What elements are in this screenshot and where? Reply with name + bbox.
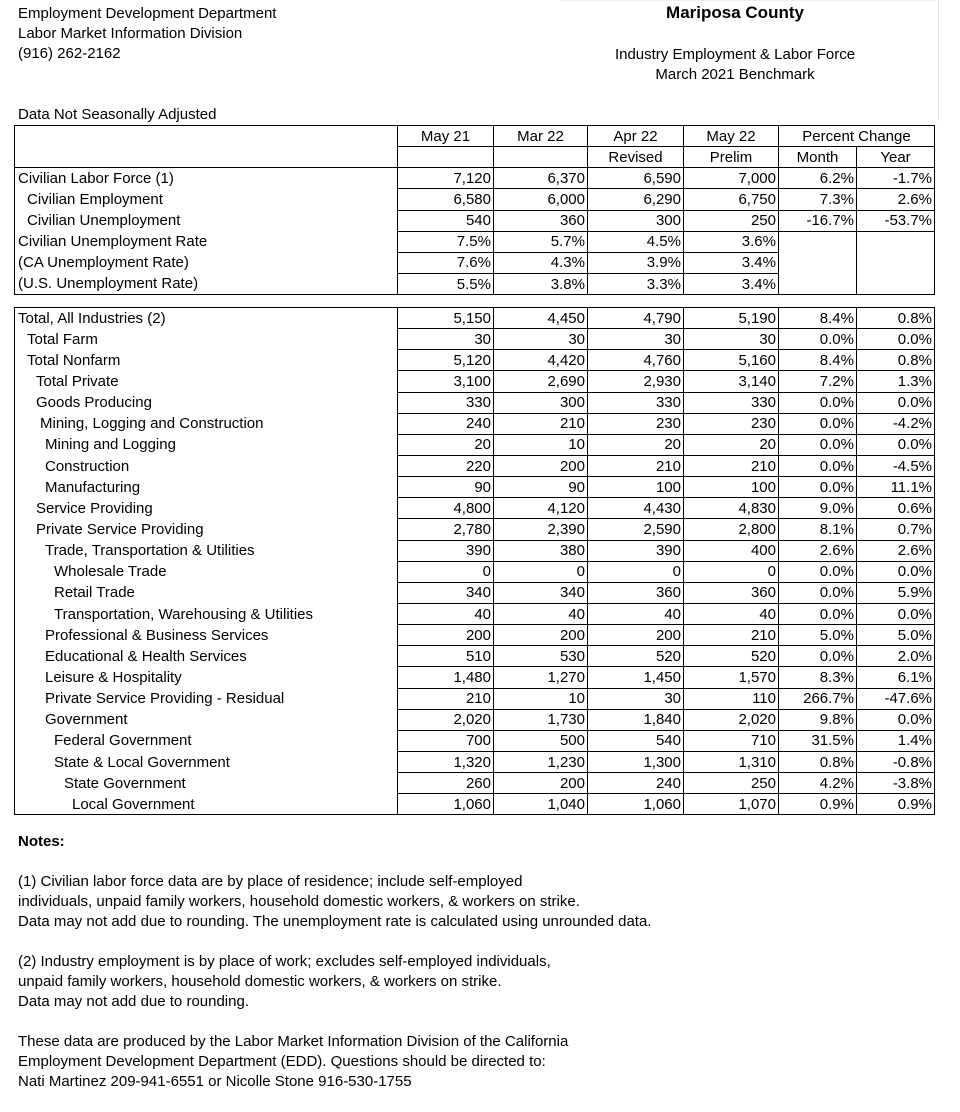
cell-month-pct: 0.0%	[779, 392, 857, 413]
cell-month-pct: 0.0%	[779, 561, 857, 582]
cell-mar22: 2,390	[494, 519, 588, 540]
cell-mar22: 1,730	[494, 709, 588, 730]
col-apr22: Apr 22	[588, 126, 684, 147]
row-label: Construction	[15, 455, 398, 476]
industry-row	[15, 413, 935, 434]
row-label: Retail Trade	[15, 582, 398, 603]
cell-may21: 90	[398, 477, 494, 498]
industry-row	[15, 667, 935, 688]
industry-row	[15, 498, 935, 519]
cell-may21: 20	[398, 434, 494, 455]
organization-block	[18, 4, 276, 64]
cell-may22: 230	[684, 413, 779, 434]
cell-month-pct: 8.4%	[779, 350, 857, 371]
note-3-line: These data are produced by the Labor Market Information Division of the California	[18, 1033, 569, 1050]
cell-may21: 7.5%	[398, 231, 494, 252]
cell-may21: 1,060	[398, 794, 494, 815]
col-month: Month	[779, 147, 857, 168]
cell-mar22: 10	[494, 688, 588, 709]
cell-mar22: 200	[494, 455, 588, 476]
cell-year-pct: 11.1%	[857, 477, 935, 498]
cell-mar22: 1,270	[494, 667, 588, 688]
cell-month-pct: -16.7%	[779, 210, 857, 231]
row-label: Mining, Logging and Construction	[15, 413, 398, 434]
cell-may21: 510	[398, 646, 494, 667]
notes-heading: Notes:	[18, 833, 65, 850]
col-may22-sub: Prelim	[684, 147, 779, 168]
industry-row	[15, 371, 935, 392]
industry-row	[15, 477, 935, 498]
cell-may21: 7,120	[398, 168, 494, 189]
cell-apr22: 3.9%	[588, 252, 684, 273]
cell-may21: 1,320	[398, 751, 494, 772]
labor-row	[15, 231, 935, 252]
row-label: State & Local Government	[15, 751, 398, 772]
industry-row	[15, 625, 935, 646]
cell-month-pct: 0.0%	[779, 603, 857, 624]
row-label: Civilian Unemployment	[15, 210, 398, 231]
col-year: Year	[857, 147, 935, 168]
cell-year-pct: -53.7%	[857, 210, 935, 231]
row-label: Mining and Logging	[15, 434, 398, 455]
row-label: Civilian Labor Force (1)	[15, 168, 398, 189]
cell-may22: 3.4%	[684, 273, 779, 294]
cell-year-pct: -3.8%	[857, 773, 935, 794]
row-label: Educational & Health Services	[15, 646, 398, 667]
cell-mar22: 380	[494, 540, 588, 561]
cell-mar22: 3.8%	[494, 273, 588, 294]
cell-may22: 400	[684, 540, 779, 561]
cell-may22: 0	[684, 561, 779, 582]
cell-year-pct: 5.0%	[857, 625, 935, 646]
cell-mar22: 500	[494, 730, 588, 751]
org-line: Labor Market Information Division	[18, 25, 243, 42]
note-1-line: individuals, unpaid family workers, household domestic workers, & workers on strike.	[18, 893, 580, 910]
cell-apr22: 2,590	[588, 519, 684, 540]
cell-may22: 1,070	[684, 794, 779, 815]
row-label: Government	[15, 709, 398, 730]
row-label: Civilian Unemployment Rate	[15, 231, 398, 252]
cell-may22: 210	[684, 455, 779, 476]
cell-apr22: 1,450	[588, 667, 684, 688]
cell-may21: 6,580	[398, 189, 494, 210]
cell-month-pct: 5.0%	[779, 625, 857, 646]
cell-month-pct: 7.3%	[779, 189, 857, 210]
cell-month-pct	[779, 231, 857, 252]
cell-may22: 40	[684, 603, 779, 624]
cell-mar22: 90	[494, 477, 588, 498]
cell-year-pct: 0.0%	[857, 603, 935, 624]
col-mar22: Mar 22	[494, 126, 588, 147]
cell-year-pct: -47.6%	[857, 688, 935, 709]
cell-mar22: 530	[494, 646, 588, 667]
cell-may21: 5,150	[398, 308, 494, 329]
cell-year-pct: -4.5%	[857, 455, 935, 476]
cell-apr22: 540	[588, 730, 684, 751]
cell-year-pct: 0.7%	[857, 519, 935, 540]
cell-may21: 2,020	[398, 709, 494, 730]
cell-year-pct: 5.9%	[857, 582, 935, 603]
cell-month-pct	[779, 273, 857, 294]
cell-may21: 5.5%	[398, 273, 494, 294]
cell-apr22: 4,430	[588, 498, 684, 519]
cell-may22: 5,190	[684, 308, 779, 329]
row-label: Professional & Business Services	[15, 625, 398, 646]
contact-line: Nati Martinez 209-941-6551 or Nicollе Stone 916-530-1755	[18, 1073, 412, 1090]
row-label: Civilian Employment	[15, 189, 398, 210]
row-label: Total Nonfarm	[15, 350, 398, 371]
cell-month-pct: 0.9%	[779, 794, 857, 815]
cell-apr22: 40	[588, 603, 684, 624]
cell-month-pct: 0.0%	[779, 477, 857, 498]
note-3	[18, 1032, 651, 1092]
cell-may22: 30	[684, 329, 779, 350]
cell-year-pct: 2.6%	[857, 189, 935, 210]
cell-may22: 2,800	[684, 519, 779, 540]
cell-may21: 0	[398, 561, 494, 582]
cell-apr22: 240	[588, 773, 684, 794]
cell-mar22: 340	[494, 582, 588, 603]
cell-mar22: 6,370	[494, 168, 588, 189]
cell-may21: 340	[398, 582, 494, 603]
cell-apr22: 30	[588, 688, 684, 709]
row-label: Local Government	[15, 794, 398, 815]
cell-month-pct: 0.0%	[779, 329, 857, 350]
col-may22: May 22	[684, 126, 779, 147]
cell-apr22: 4.5%	[588, 231, 684, 252]
labor-row	[15, 168, 935, 189]
cell-apr22: 100	[588, 477, 684, 498]
cell-year-pct: 6.1%	[857, 667, 935, 688]
cell-apr22: 3.3%	[588, 273, 684, 294]
header-row-2	[15, 147, 935, 168]
cell-may22: 3,140	[684, 371, 779, 392]
industry-row	[15, 582, 935, 603]
cell-may21: 390	[398, 540, 494, 561]
cell-apr22: 4,760	[588, 350, 684, 371]
note-2-line: (2) Industry employment is by place of work; excludes self-employed individuals,	[18, 953, 551, 970]
cell-mar22: 30	[494, 329, 588, 350]
cell-apr22: 6,290	[588, 189, 684, 210]
cell-may21: 220	[398, 455, 494, 476]
cell-apr22: 360	[588, 582, 684, 603]
cell-year-pct: 0.0%	[857, 434, 935, 455]
cell-may22: 520	[684, 646, 779, 667]
col-percent-change: Percent Change	[802, 127, 911, 145]
cell-may21: 240	[398, 413, 494, 434]
row-label: State Government	[15, 773, 398, 794]
cell-year-pct: -4.2%	[857, 413, 935, 434]
cell-year-pct: 0.0%	[857, 709, 935, 730]
industry-row	[15, 709, 935, 730]
cell-apr22: 520	[588, 646, 684, 667]
cell-month-pct: 0.0%	[779, 413, 857, 434]
cell-apr22: 330	[588, 392, 684, 413]
cell-may22: 5,160	[684, 350, 779, 371]
industry-row	[15, 730, 935, 751]
cell-apr22: 20	[588, 434, 684, 455]
row-label: Goods Producing	[15, 392, 398, 413]
header-row-1	[15, 126, 935, 147]
notes-section	[18, 832, 651, 1112]
industry-row	[15, 646, 935, 667]
cell-may21: 4,800	[398, 498, 494, 519]
cell-month-pct: 4.2%	[779, 773, 857, 794]
cell-year-pct	[857, 252, 935, 273]
cell-mar22: 10	[494, 434, 588, 455]
row-label: Transportation, Warehousing & Utilities	[15, 603, 398, 624]
cell-apr22: 210	[588, 455, 684, 476]
cell-mar22: 1,230	[494, 751, 588, 772]
cell-may22: 250	[684, 210, 779, 231]
cell-may22: 3.4%	[684, 252, 779, 273]
labor-force-table	[14, 125, 935, 295]
cell-mar22: 200	[494, 625, 588, 646]
cell-may22: 3.6%	[684, 231, 779, 252]
row-label: Total Farm	[15, 329, 398, 350]
labor-row	[15, 273, 935, 294]
note-2-line: Data may not add due to rounding.	[18, 993, 249, 1010]
cell-may21: 5,120	[398, 350, 494, 371]
cell-year-pct: 0.0%	[857, 329, 935, 350]
cell-may22: 4,830	[684, 498, 779, 519]
cell-may21: 210	[398, 688, 494, 709]
row-label: (CA Unemployment Rate)	[15, 252, 398, 273]
cell-year-pct: 0.0%	[857, 561, 935, 582]
cell-month-pct: 8.4%	[779, 308, 857, 329]
cell-apr22: 0	[588, 561, 684, 582]
cell-year-pct: 1.3%	[857, 371, 935, 392]
cell-may22: 710	[684, 730, 779, 751]
labor-row	[15, 210, 935, 231]
cell-apr22: 4,790	[588, 308, 684, 329]
row-label: Manufacturing	[15, 477, 398, 498]
cell-may21: 540	[398, 210, 494, 231]
note-1-line: Data may not add due to rounding. The unemployment rate is calculated using unrounded data.	[18, 913, 652, 930]
cell-year-pct: 1.4%	[857, 730, 935, 751]
cell-mar22: 210	[494, 413, 588, 434]
cell-may21: 200	[398, 625, 494, 646]
cell-apr22: 30	[588, 329, 684, 350]
cell-year-pct: 0.0%	[857, 392, 935, 413]
cell-mar22: 4,420	[494, 350, 588, 371]
cell-may22: 2,020	[684, 709, 779, 730]
cell-year-pct: 0.8%	[857, 350, 935, 371]
cell-mar22: 360	[494, 210, 588, 231]
cell-month-pct: 266.7%	[779, 688, 857, 709]
cell-month-pct: 0.0%	[779, 582, 857, 603]
cell-mar22: 40	[494, 603, 588, 624]
cell-month-pct: 0.0%	[779, 455, 857, 476]
cell-mar22: 2,690	[494, 371, 588, 392]
cell-year-pct: -0.8%	[857, 751, 935, 772]
cell-month-pct: 6.2%	[779, 168, 857, 189]
cell-month-pct: 9.0%	[779, 498, 857, 519]
industry-row	[15, 519, 935, 540]
cell-apr22: 6,590	[588, 168, 684, 189]
cell-mar22: 5.7%	[494, 231, 588, 252]
industry-row	[15, 540, 935, 561]
cell-year-pct: 0.9%	[857, 794, 935, 815]
note-1-line: (1) Civilian labor force data are by place of residence; include self-employed	[18, 873, 523, 890]
cell-may21: 30	[398, 329, 494, 350]
cell-may22: 20	[684, 434, 779, 455]
cell-may22: 6,750	[684, 189, 779, 210]
cell-mar22: 0	[494, 561, 588, 582]
cell-may21: 700	[398, 730, 494, 751]
row-label: Trade, Transportation & Utilities	[15, 540, 398, 561]
industry-row	[15, 455, 935, 476]
row-label: Private Service Providing	[15, 519, 398, 540]
cell-year-pct	[857, 231, 935, 252]
industry-row	[15, 392, 935, 413]
industry-row	[15, 561, 935, 582]
labor-row	[15, 189, 935, 210]
cell-mar22: 4,450	[494, 308, 588, 329]
report-subtitle	[560, 45, 910, 85]
cell-year-pct: 0.8%	[857, 308, 935, 329]
row-label: Service Providing	[15, 498, 398, 519]
industry-row	[15, 794, 935, 815]
cell-may21: 1,480	[398, 667, 494, 688]
cell-month-pct: 7.2%	[779, 371, 857, 392]
row-label: Wholesale Trade	[15, 561, 398, 582]
cell-may21: 330	[398, 392, 494, 413]
cell-month-pct: 0.0%	[779, 434, 857, 455]
county-title: Mariposa County	[666, 3, 804, 22]
cell-year-pct: -1.7%	[857, 168, 935, 189]
cell-mar22: 200	[494, 773, 588, 794]
industry-employment-table	[14, 307, 935, 815]
cell-may22: 100	[684, 477, 779, 498]
cell-apr22: 2,930	[588, 371, 684, 392]
cell-month-pct: 31.5%	[779, 730, 857, 751]
labor-row	[15, 252, 935, 273]
cell-may22: 250	[684, 773, 779, 794]
cell-apr22: 230	[588, 413, 684, 434]
cell-month-pct: 0.8%	[779, 751, 857, 772]
cell-may22: 7,000	[684, 168, 779, 189]
cell-may22: 330	[684, 392, 779, 413]
industry-row	[15, 350, 935, 371]
cell-apr22: 200	[588, 625, 684, 646]
cell-may22: 110	[684, 688, 779, 709]
cell-year-pct: 0.6%	[857, 498, 935, 519]
col-apr22-sub: Revised	[588, 147, 684, 168]
cell-month-pct: 9.8%	[779, 709, 857, 730]
industry-row	[15, 603, 935, 624]
industry-row	[15, 434, 935, 455]
cell-may21: 260	[398, 773, 494, 794]
industry-row	[15, 751, 935, 772]
cell-month-pct: 8.3%	[779, 667, 857, 688]
row-label: Leisure & Hospitality	[15, 667, 398, 688]
seasonal-adjustment-label: Data Not Seasonally Adjusted	[18, 106, 217, 123]
cell-month-pct: 0.0%	[779, 646, 857, 667]
col-may21: May 21	[398, 126, 494, 147]
cell-year-pct: 2.6%	[857, 540, 935, 561]
industry-row	[15, 329, 935, 350]
cell-month-pct: 8.1%	[779, 519, 857, 540]
row-label: Total, All Industries (2)	[15, 308, 398, 329]
cell-month-pct: 2.6%	[779, 540, 857, 561]
row-label: (U.S. Unemployment Rate)	[15, 273, 398, 294]
cell-apr22: 1,060	[588, 794, 684, 815]
cell-may22: 1,570	[684, 667, 779, 688]
subtitle-line-2: March 2021 Benchmark	[655, 66, 815, 83]
org-line: Employment Development Department	[18, 5, 277, 22]
cell-may22: 360	[684, 582, 779, 603]
cell-may22: 1,310	[684, 751, 779, 772]
cell-mar22: 300	[494, 392, 588, 413]
cell-may21: 40	[398, 603, 494, 624]
cell-may22: 210	[684, 625, 779, 646]
cell-mar22: 4.3%	[494, 252, 588, 273]
industry-row	[15, 773, 935, 794]
row-label: Total Private	[15, 371, 398, 392]
row-label: Private Service Providing - Residual	[15, 688, 398, 709]
note-2-line: unpaid family workers, household domestic workers, & workers on strike.	[18, 973, 502, 990]
note-2	[18, 952, 651, 1012]
note-3-line: Employment Development Department (EDD). Questions should be directed to:	[18, 1053, 546, 1070]
org-phone: (916) 262-2162	[18, 45, 121, 62]
cell-may21: 7.6%	[398, 252, 494, 273]
cell-mar22: 6,000	[494, 189, 588, 210]
industry-row	[15, 688, 935, 709]
cell-year-pct	[857, 273, 935, 294]
cell-may21: 3,100	[398, 371, 494, 392]
cell-apr22: 300	[588, 210, 684, 231]
row-label: Federal Government	[15, 730, 398, 751]
cell-apr22: 390	[588, 540, 684, 561]
cell-may21: 2,780	[398, 519, 494, 540]
cell-apr22: 1,300	[588, 751, 684, 772]
cell-apr22: 1,840	[588, 709, 684, 730]
cell-mar22: 1,040	[494, 794, 588, 815]
note-1	[18, 872, 651, 932]
subtitle-line-1: Industry Employment & Labor Force	[614, 46, 856, 63]
cell-year-pct: 2.0%	[857, 646, 935, 667]
cell-month-pct	[779, 252, 857, 273]
industry-row	[15, 308, 935, 329]
cell-mar22: 4,120	[494, 498, 588, 519]
